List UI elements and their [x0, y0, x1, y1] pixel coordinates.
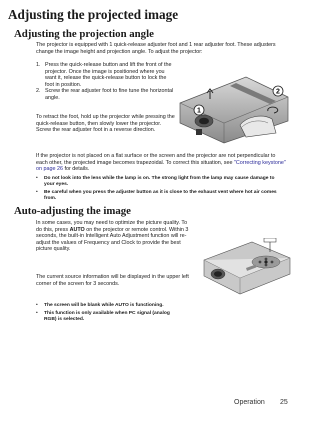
auto-key-label: AUTO: [69, 226, 85, 233]
step-item: [36, 62, 174, 88]
footer-section-name: Operation: [234, 399, 265, 406]
note-text: This function is only available when PC signal (analog RGB) is selected.: [44, 310, 170, 322]
adjust-steps-list: [36, 62, 174, 101]
correcting-keystone-link[interactable]: "Correcting keystone" on page 26: [36, 159, 286, 173]
bullet-icon: •: [36, 176, 38, 181]
warning-notes-list: [36, 176, 286, 203]
keystone-end: for details.: [62, 166, 90, 173]
projector-foot-illustration: [176, 63, 292, 147]
note-text: The screen will be blank while AUTO is functioning.: [44, 303, 164, 308]
auto-notes-list: [36, 303, 176, 324]
page-title: Adjusting the projected image: [8, 7, 179, 22]
note-item: [36, 176, 286, 188]
section-heading-auto-adjust: Auto-adjusting the image: [14, 205, 131, 217]
bullet-icon: •: [36, 303, 38, 308]
projector-adjuster-illustration: [176, 63, 292, 147]
callout-2-label: 2: [276, 88, 280, 96]
auto-text-b: on the projector or remote control. Within 3 seconds, the built-in Intelligent Auto Adjustment function will re-adjust the values of Frequency and Clock to provide the best picture quality.: [36, 226, 189, 253]
note-item: [36, 303, 176, 309]
bullet-icon: •: [36, 189, 38, 195]
note-item: [36, 190, 286, 202]
auto-text-a: In some cases, you may need to optimize the picture quality. To do this, press: [36, 220, 188, 233]
step-text: Screw the rear adjuster foot to fine tune the horizontal angle.: [45, 88, 174, 101]
note-text: Do not look into the lens while the lamp is on. The strong light from the lamp may cause damage to your eyes.: [44, 176, 275, 187]
step-number: 1.: [36, 62, 41, 68]
keystone-text: If the projector is not placed on a flat surface or the screen and the projector are not perpendicular to each other, the projected image becomes trapezoidal. To correct this situation, see: [36, 153, 276, 166]
projector-top-illustration: [200, 238, 292, 296]
auto-paragraph: [36, 220, 190, 253]
footer-page-number: 25: [280, 399, 288, 406]
keystone-paragraph: [36, 153, 288, 173]
step-number: 2.: [36, 88, 41, 95]
section-heading-projection-angle: Adjusting the projection angle: [14, 28, 154, 40]
note-item: [36, 311, 176, 323]
projector-auto-button-illustration: [200, 238, 292, 296]
source-info-paragraph: The current source information will be displayed in the upper left corner of the screen for 3 seconds.: [36, 274, 189, 287]
bullet-icon: •: [36, 310, 38, 316]
callout-1-label: 1: [197, 107, 201, 115]
intro-paragraph: The projector is equipped with 1 quick-release adjuster foot and 1 rear adjuster foot. These adjusters change the image height and projection angle. To adjust the projector:: [36, 42, 276, 55]
note-text: Be careful when you press the adjuster button as it is close to the exhaust vent where hot air comes from.: [44, 189, 277, 201]
step-text: Press the quick-release button and lift the front of the projector. Once the image is positioned where you want it, release the quick-release button to lock the foot in position.: [45, 62, 172, 88]
step-item: [36, 88, 174, 101]
retract-paragraph: To retract the foot, hold up the projector while pressing the quick-release button, then slowly lower the projector. Screw the rear adjuster foot in a reverse direction.: [36, 114, 175, 134]
